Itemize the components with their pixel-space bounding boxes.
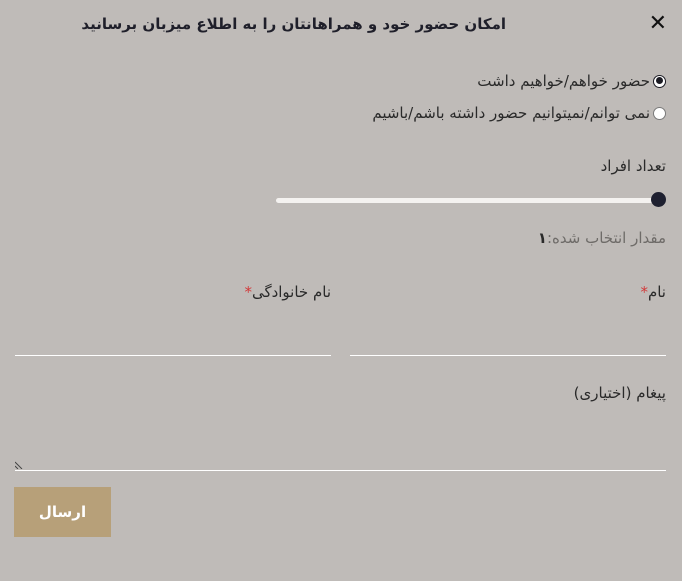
slider-track <box>276 198 658 203</box>
message-field[interactable] <box>15 420 666 471</box>
radio-option-attending[interactable] <box>477 72 666 90</box>
first-name-field[interactable] <box>350 325 666 356</box>
radio-label-not-attending: نمی توانم/نمیتوانیم حضور داشته باشم/باشیم <box>372 104 650 122</box>
guest-count-slider[interactable] <box>276 192 666 208</box>
message-label: پیغام (اختیاری) <box>573 384 666 402</box>
required-asterisk: * <box>640 283 648 301</box>
last-name-label-text: نام خانوادگی <box>251 283 331 301</box>
radio-checked-icon[interactable] <box>653 75 666 88</box>
guest-count-label: تعداد افراد <box>600 157 666 175</box>
first-name-label-text: نام <box>647 283 666 301</box>
last-name-label <box>241 283 331 301</box>
radio-unchecked-icon[interactable] <box>653 107 666 120</box>
slider-thumb[interactable] <box>651 192 666 207</box>
resize-handle-icon[interactable] <box>15 461 23 469</box>
radio-label-attending: حضور خواهم/خواهیم داشت <box>477 72 650 90</box>
first-name-label <box>637 283 666 301</box>
submit-button[interactable]: ارسال <box>14 487 111 537</box>
selected-value-label: مقدار انتخاب شده: <box>546 229 666 247</box>
selected-value-number: ۱ <box>537 229 547 247</box>
close-icon[interactable]: ✕ <box>648 11 667 36</box>
modal-title: امکان حضور خود و همراهانتان را به اطلاع میزبان برسانید <box>81 15 506 33</box>
radio-option-not-attending[interactable] <box>372 104 666 122</box>
selected-value-text <box>538 229 666 247</box>
last-name-field[interactable] <box>15 325 331 356</box>
required-asterisk: * <box>244 283 252 301</box>
